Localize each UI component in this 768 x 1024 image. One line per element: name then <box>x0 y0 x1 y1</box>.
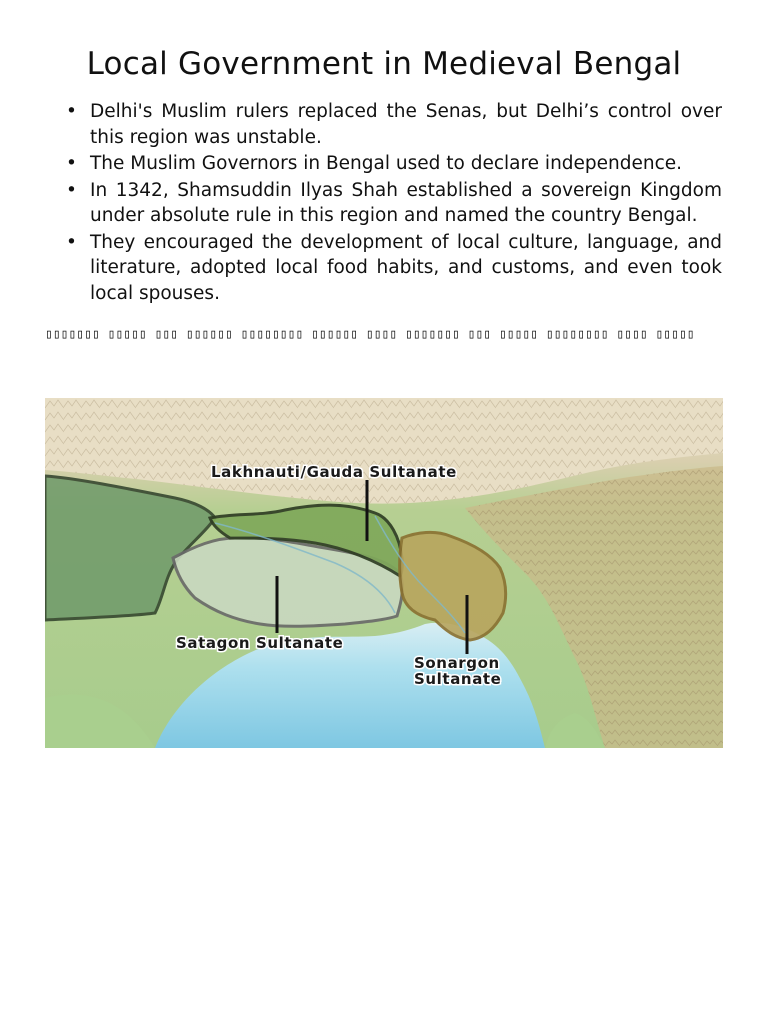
bullet-list <box>66 99 722 307</box>
page-title: Local Government in Medieval Bengal <box>86 46 682 82</box>
map-svg <box>45 398 723 748</box>
label-sonargon-line1: Sonargon <box>414 654 500 672</box>
label-sonargon-line2: Sultanate <box>414 670 502 688</box>
label-lakhnauti: Lakhnauti/Gauda Sultanate <box>211 463 457 481</box>
bullet-item: • In 1342, Shamsuddin Ilyas Shah established a sovereign Kingdom under absolute rule in this region and named the country Bengal. <box>66 178 722 229</box>
bengali-caption: ▯▯▯▯▯▯▯ ▯▯▯▯▯ ▯▯▯ ▯▯▯▯▯▯ ▯▯▯▯▯▯▯▯ ▯▯▯▯▯▯ ▯▯▯▯ ▯▯▯▯▯▯▯ ▯▯▯ ▯▯▯▯▯ ▯▯▯▯▯▯▯▯ ▯▯▯▯ ▯▯▯▯▯ <box>45 327 695 342</box>
label-satagon: Satagon Sultanate <box>176 634 344 652</box>
bullet-item: • The Muslim Governors in Bengal used to declare independence. <box>66 151 722 177</box>
bullet-item: • Delhi's Muslim rulers replaced the Senas, but Delhi’s control over this region was unstable. <box>66 99 722 150</box>
sultanate-map <box>45 398 723 748</box>
bullet-item: • They encouraged the development of local culture, language, and literature, adopted local food habits, and customs, and even took local spouses. <box>66 230 722 307</box>
